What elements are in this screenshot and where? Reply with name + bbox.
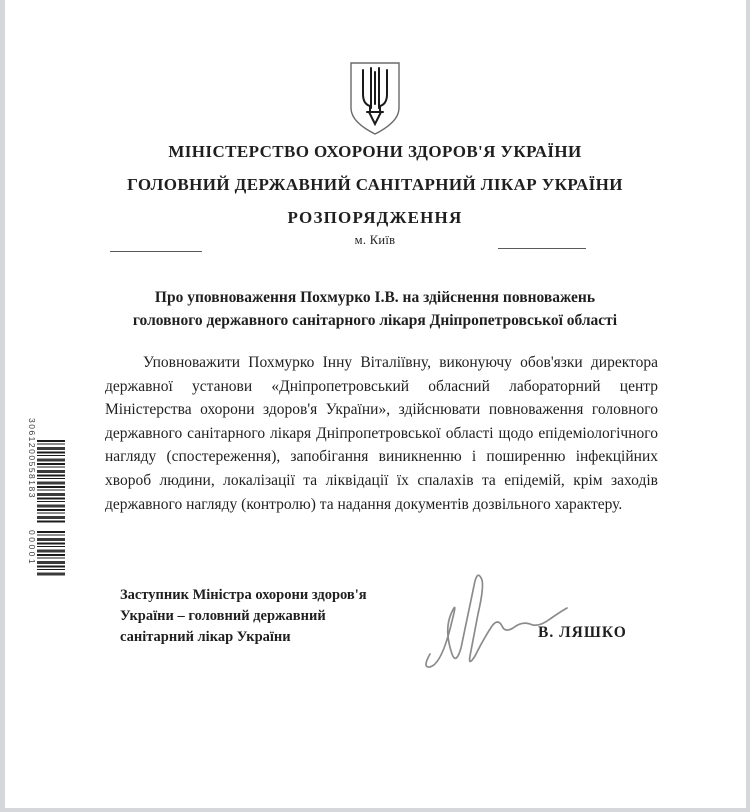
signer-position-line3: санітарний лікар України	[120, 629, 291, 645]
signer-name: В. ЛЯШКО	[538, 624, 627, 641]
registration-barcode	[24, 418, 68, 586]
city-label: м. Київ	[354, 233, 396, 247]
ministry-name: МІНІСТЕРСТВО ОХОРОНИ ЗДОРОВ'Я УКРАЇНИ	[168, 142, 582, 161]
barcode-bars-main	[37, 440, 65, 524]
signer-position-line1: Заступник Міністра охорони здоров'я	[120, 587, 367, 603]
barcode-number-sub: 00001	[27, 530, 37, 567]
document-title-line2: головного державного санітарного лікаря Дніпропетровської області	[132, 312, 618, 329]
barcode-bars-sub	[37, 531, 65, 577]
date-blank-line	[110, 251, 202, 252]
scan-edge-right	[746, 0, 750, 812]
document-type: РОЗПОРЯДЖЕННЯ	[287, 208, 463, 227]
scan-edge-bottom	[0, 808, 750, 812]
official-title: ГОЛОВНИЙ ДЕРЖАВНИЙ САНІТАРНИЙ ЛІКАР УКРАЇНИ	[127, 175, 623, 194]
ukraine-trident-emblem-icon	[347, 62, 403, 141]
document-title	[70, 286, 680, 332]
scan-edge-left	[0, 0, 5, 812]
signer-position-line2: України – головний державний	[120, 608, 326, 624]
body-paragraph: Уповноважити Похмурко Інну Віталіївну, виконуючу обов'язки директора державної установи «Дніпропетровський обласний лабораторний центр Міністерства охорони здоров'я України», здійснювати повноваження головного державного санітарного лікаря Дніпропетровської області щодо епідеміологічного нагляду (спостереження), запобігання виникненню і поширенню інфекційних хвороб людини, локалізації та ліквідації їх спалахів та епідемій, крім заходів державного нагляду (контролю) та надання документів дозвільного характеру.	[105, 354, 658, 513]
barcode-number-main: 3061200558183	[27, 418, 37, 499]
document-title-line1: Про уповноваження Похмурко І.В. на здійснення повноважень	[154, 289, 596, 306]
signer-position	[120, 585, 450, 648]
number-blank-line	[498, 248, 586, 249]
